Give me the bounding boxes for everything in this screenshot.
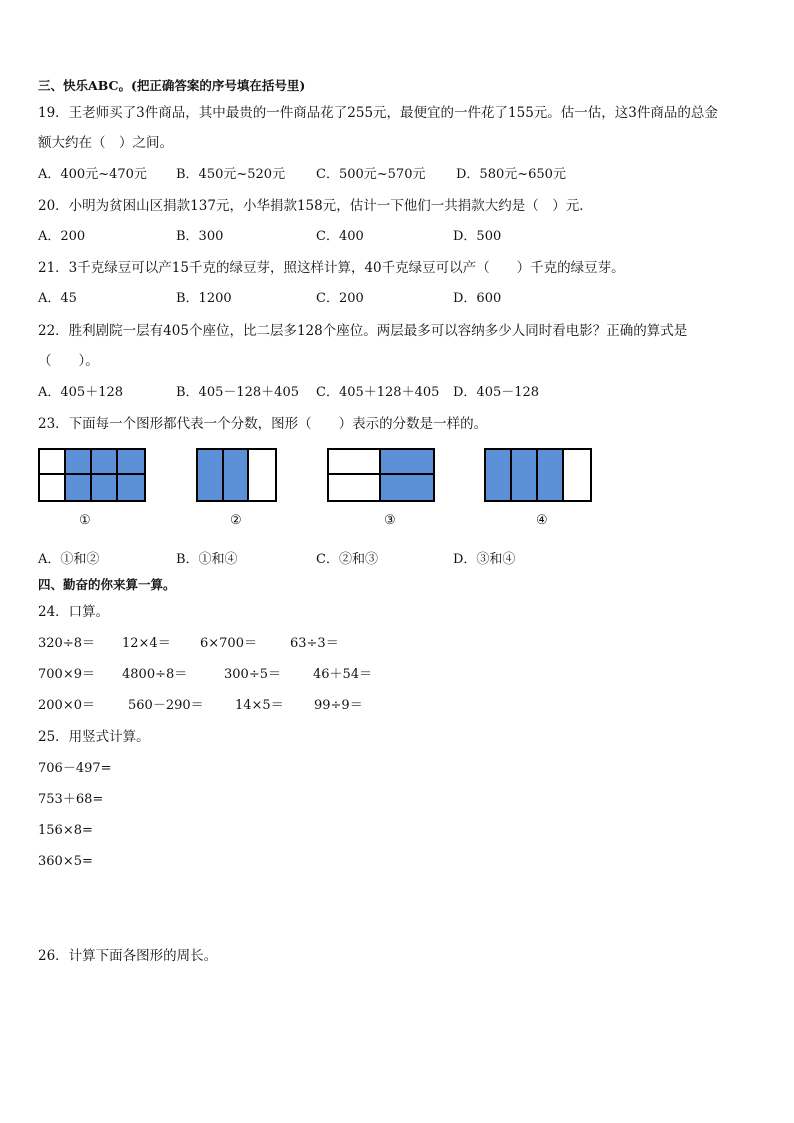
mental-calc-item: 300÷5＝: [224, 667, 281, 682]
q22-option-b[interactable]: B．405－128＋405: [176, 385, 299, 400]
vertical-calc-item: 753＋68=: [38, 792, 104, 807]
figure-cell-shaded: [92, 475, 118, 500]
figure-cell: [40, 450, 66, 475]
mental-calc-item: 4800÷8＝: [122, 667, 188, 682]
fraction-figure-4: [484, 448, 592, 502]
figure-cell-shaded: [381, 475, 433, 500]
q20-option-d[interactable]: D．500: [453, 229, 502, 244]
mental-calc-item: 14×5＝: [235, 698, 284, 713]
q19-option-a[interactable]: A．400元~470元: [38, 167, 147, 182]
figure-cell-shaded: [381, 450, 433, 475]
q22-option-d[interactable]: D．405－128: [453, 385, 540, 400]
q21-option-d[interactable]: D．600: [453, 291, 502, 306]
figure-label-2: ②: [230, 513, 242, 528]
figure-cell-shaded: [486, 450, 512, 500]
figure-cell: [249, 450, 275, 500]
figure-cell-shaded: [66, 450, 92, 475]
q20-text: 20．小明为贫困山区捐款137元，小华捐款158元，估计一下他们一共捐款大约是（ ）元．: [38, 198, 593, 214]
figure-cell-shaded: [118, 475, 144, 500]
q23-option-c[interactable]: C．②和③: [316, 552, 378, 567]
q23-option-d[interactable]: D．③和④: [453, 552, 516, 567]
mental-calc-item: 700×9＝: [38, 667, 95, 682]
figure-cell: [329, 450, 381, 475]
mental-calc-item: 200×0＝: [38, 698, 95, 713]
figure-cell: [40, 475, 66, 500]
mental-calc-item: 560－290＝: [128, 698, 204, 713]
mental-calc-item: 6×700＝: [200, 636, 257, 651]
mental-calc-item: 12×4＝: [122, 636, 171, 651]
figure-cell-shaded: [92, 450, 118, 475]
mental-calc-item: 320÷8＝: [38, 636, 95, 651]
mental-calc-item: 99÷9＝: [314, 698, 363, 713]
q20-option-a[interactable]: A．200: [38, 229, 86, 244]
figure-cell-shaded: [512, 450, 538, 500]
q22-text-line2: （ ）。: [38, 353, 99, 369]
q19-option-b[interactable]: B．450元~520元: [176, 167, 286, 182]
figure-label-3: ③: [384, 513, 396, 528]
fraction-figure-1: [38, 448, 146, 502]
q21-option-c[interactable]: C．200: [316, 291, 364, 306]
q20-option-b[interactable]: B．300: [176, 229, 224, 244]
q26-label: 26．计算下面各图形的周长。: [38, 948, 218, 964]
figure-label-1: ①: [79, 513, 91, 528]
vertical-calc-item: 360×5=: [38, 854, 93, 869]
q20-option-c[interactable]: C．400: [316, 229, 364, 244]
figure-cell-shaded: [538, 450, 564, 500]
q21-option-b[interactable]: B．1200: [176, 291, 232, 306]
figure-cell-shaded: [66, 475, 92, 500]
vertical-calc-item: 706－497=: [38, 761, 112, 776]
figure-cell-shaded: [118, 450, 144, 475]
vertical-calc-item: 156×8=: [38, 823, 93, 838]
section-3-title: 三、快乐ABC。(把正确答案的序号填在括号里): [38, 78, 306, 93]
q23-option-a[interactable]: A．①和②: [38, 552, 100, 567]
figure-cell: [564, 450, 590, 500]
q19-option-c[interactable]: C．500元~570元: [316, 167, 426, 182]
figure-label-4: ④: [536, 513, 548, 528]
q19-text-line2: 额大约在（ ）之间。: [38, 135, 173, 151]
q21-text: 21．3千克绿豆可以产15千克的绿豆芽，照这样计算，40千克绿豆可以产（ ）千克的绿豆芽。: [38, 260, 625, 276]
figure-cell-shaded: [198, 450, 224, 500]
figure-cell-shaded: [224, 450, 250, 500]
q24-label: 24．口算。: [38, 604, 110, 620]
q25-label: 25．用竖式计算。: [38, 729, 150, 745]
q22-option-a[interactable]: A．405＋128: [38, 385, 124, 400]
q21-option-a[interactable]: A．45: [38, 291, 77, 306]
q22-option-c[interactable]: C．405＋128＋405: [316, 385, 440, 400]
fraction-figure-3: [327, 448, 435, 502]
mental-calc-item: 63÷3＝: [290, 636, 339, 651]
fraction-figure-2: [196, 448, 277, 502]
q23-option-b[interactable]: B．①和④: [176, 552, 238, 567]
q23-text: 23．下面每一个图形都代表一个分数，图形（ ）表示的分数是一样的。: [38, 416, 488, 432]
q19-option-d[interactable]: D．580元~650元: [456, 167, 566, 182]
q19-text-line1: 19．王老师买了3件商品，其中最贵的一件商品花了255元，最便宜的一件花了155元。估一估，这3件商品的总金: [38, 105, 718, 121]
section-4-title: 四、勤奋的你来算一算。: [38, 577, 176, 592]
figure-cell: [329, 475, 381, 500]
mental-calc-item: 46＋54＝: [313, 667, 373, 682]
q22-text-line1: 22．胜利剧院一层有405个座位，比二层多128个座位。两层最多可以容纳多少人同时看电影？正确的算式是: [38, 323, 688, 339]
